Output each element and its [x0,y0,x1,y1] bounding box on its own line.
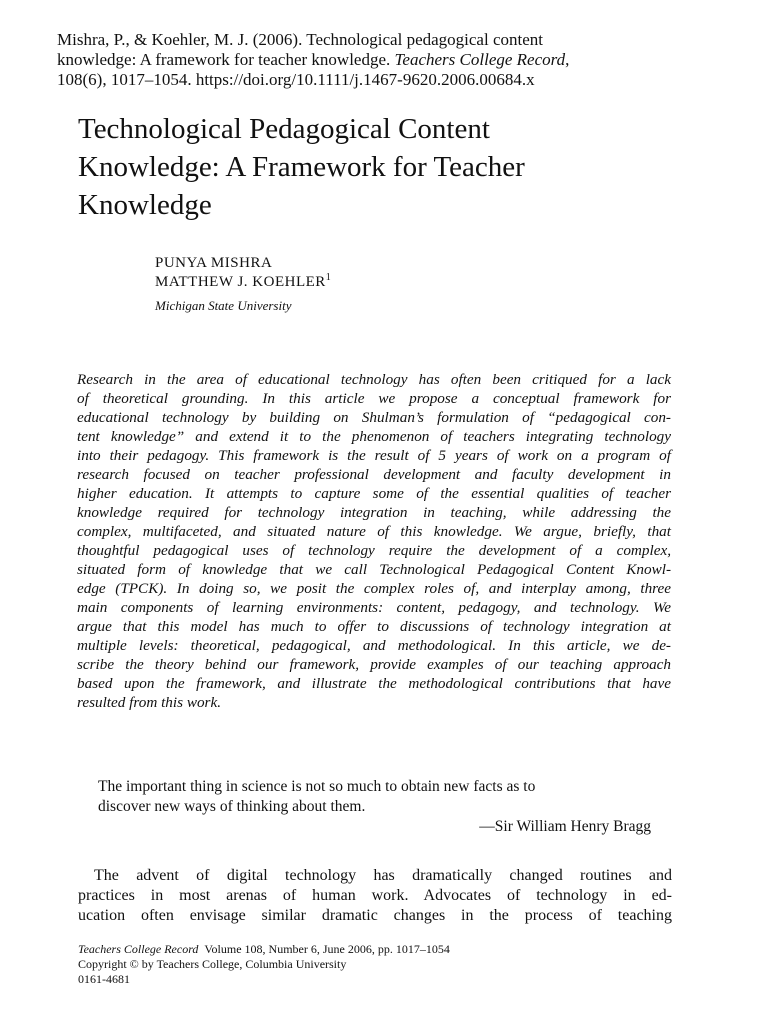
footer-journal: Teachers College Record [78,942,199,956]
abstract-line: argue that this model has much to offer to discussions of technology integration at [77,618,671,635]
body-paragraph [78,866,672,926]
abstract-line: Research in the area of educational technology has often been critiqued for a lack [77,371,671,388]
author-name [155,273,331,292]
citation-line: Mishra, P., & Koehler, M. J. (2006). Technological pedagogical content [57,30,543,49]
abstract-line: of theoretical grounding. In this article we propose a conceptual framework for [77,390,671,407]
citation-journal: Teachers College Record [394,50,566,69]
citation-punct: , [565,50,570,69]
title-line: Knowledge: A Framework for Teacher [78,151,525,183]
page-footer [78,942,450,987]
abstract-line: higher education. It attempts to capture some of the essential qualities of teacher [77,485,671,502]
body-line: ucation often envisage similar dramatic changes in the process of teaching [78,907,672,924]
epigraph [98,777,651,837]
abstract-line: thoughtful pedagogical uses of technology require the development of a complex, [77,542,671,559]
footer-issue-line [78,942,450,957]
abstract-line: complex, multifaceted, and situated nature of this knowledge. We argue, briefly, that [77,523,671,540]
abstract [77,370,671,712]
author-name: PUNYA MISHRA [155,255,273,271]
abstract-line: educational technology by building on Shulman’s formulation of “pedagogical con- [77,409,671,426]
author-list [155,254,331,292]
abstract-line: edge (TPCK). In doing so, we posit the complex roles of, and interplay among, three [77,580,671,597]
abstract-line: tent knowledge” and extend it to the phenomenon of teachers integrating technology [77,428,671,445]
footnote-marker: 1 [325,272,332,283]
author-affiliation: Michigan State University [155,298,292,313]
abstract-line: knowledge required for technology integration in teaching, while addressing the [77,504,671,521]
epigraph-line: The important thing in science is not so much to obtain new facts as to [98,778,536,795]
abstract-line: main components of learning environments: content, pedagogy, and technology. We [77,599,671,616]
article-title [78,110,678,224]
title-line: Technological Pedagogical Content [78,113,490,145]
body-line: practices in most arenas of human work. Advocates of technology in ed- [78,887,672,904]
abstract-line: scribe the theory behind our framework, provide examples of our teaching approach [77,656,671,673]
epigraph-attribution: —Sir William Henry Bragg [479,818,651,835]
footer-issn: 0161-4681 [78,972,130,986]
epigraph-line: discover new ways of thinking about them. [98,798,366,815]
footer-issue: Volume 108, Number 6, June 2006, pp. 1017–1054 [204,942,450,956]
abstract-line: research focused on teacher professional development and faculty development in [77,466,671,483]
citation-line: 108(6), 1017–1054. https://doi.org/10.1111/j.1467-9620.2006.00684.x [57,70,535,89]
citation-header [57,30,737,90]
title-line: Knowledge [78,189,212,221]
author-name-text: MATTHEW J. KOEHLER [155,274,326,290]
citation-text: knowledge: A framework for teacher knowledge. [57,50,395,69]
footer-copyright: Copyright © by Teachers College, Columbia University [78,957,347,971]
citation-line [57,50,737,70]
abstract-line: situated form of knowledge that we call Technological Pedagogical Content Knowl- [77,561,671,578]
body-line: The advent of digital technology has dramatically changed routines and [94,867,672,884]
abstract-line: based upon the framework, and illustrate the methodological contributions that have [77,675,671,692]
abstract-line: resulted from this work. [77,694,221,711]
abstract-line: multiple levels: theoretical, pedagogical, and methodological. In this article, we de- [77,637,671,654]
abstract-line: into their pedagogy. This framework is the result of 5 years of work on a program of [77,447,671,464]
